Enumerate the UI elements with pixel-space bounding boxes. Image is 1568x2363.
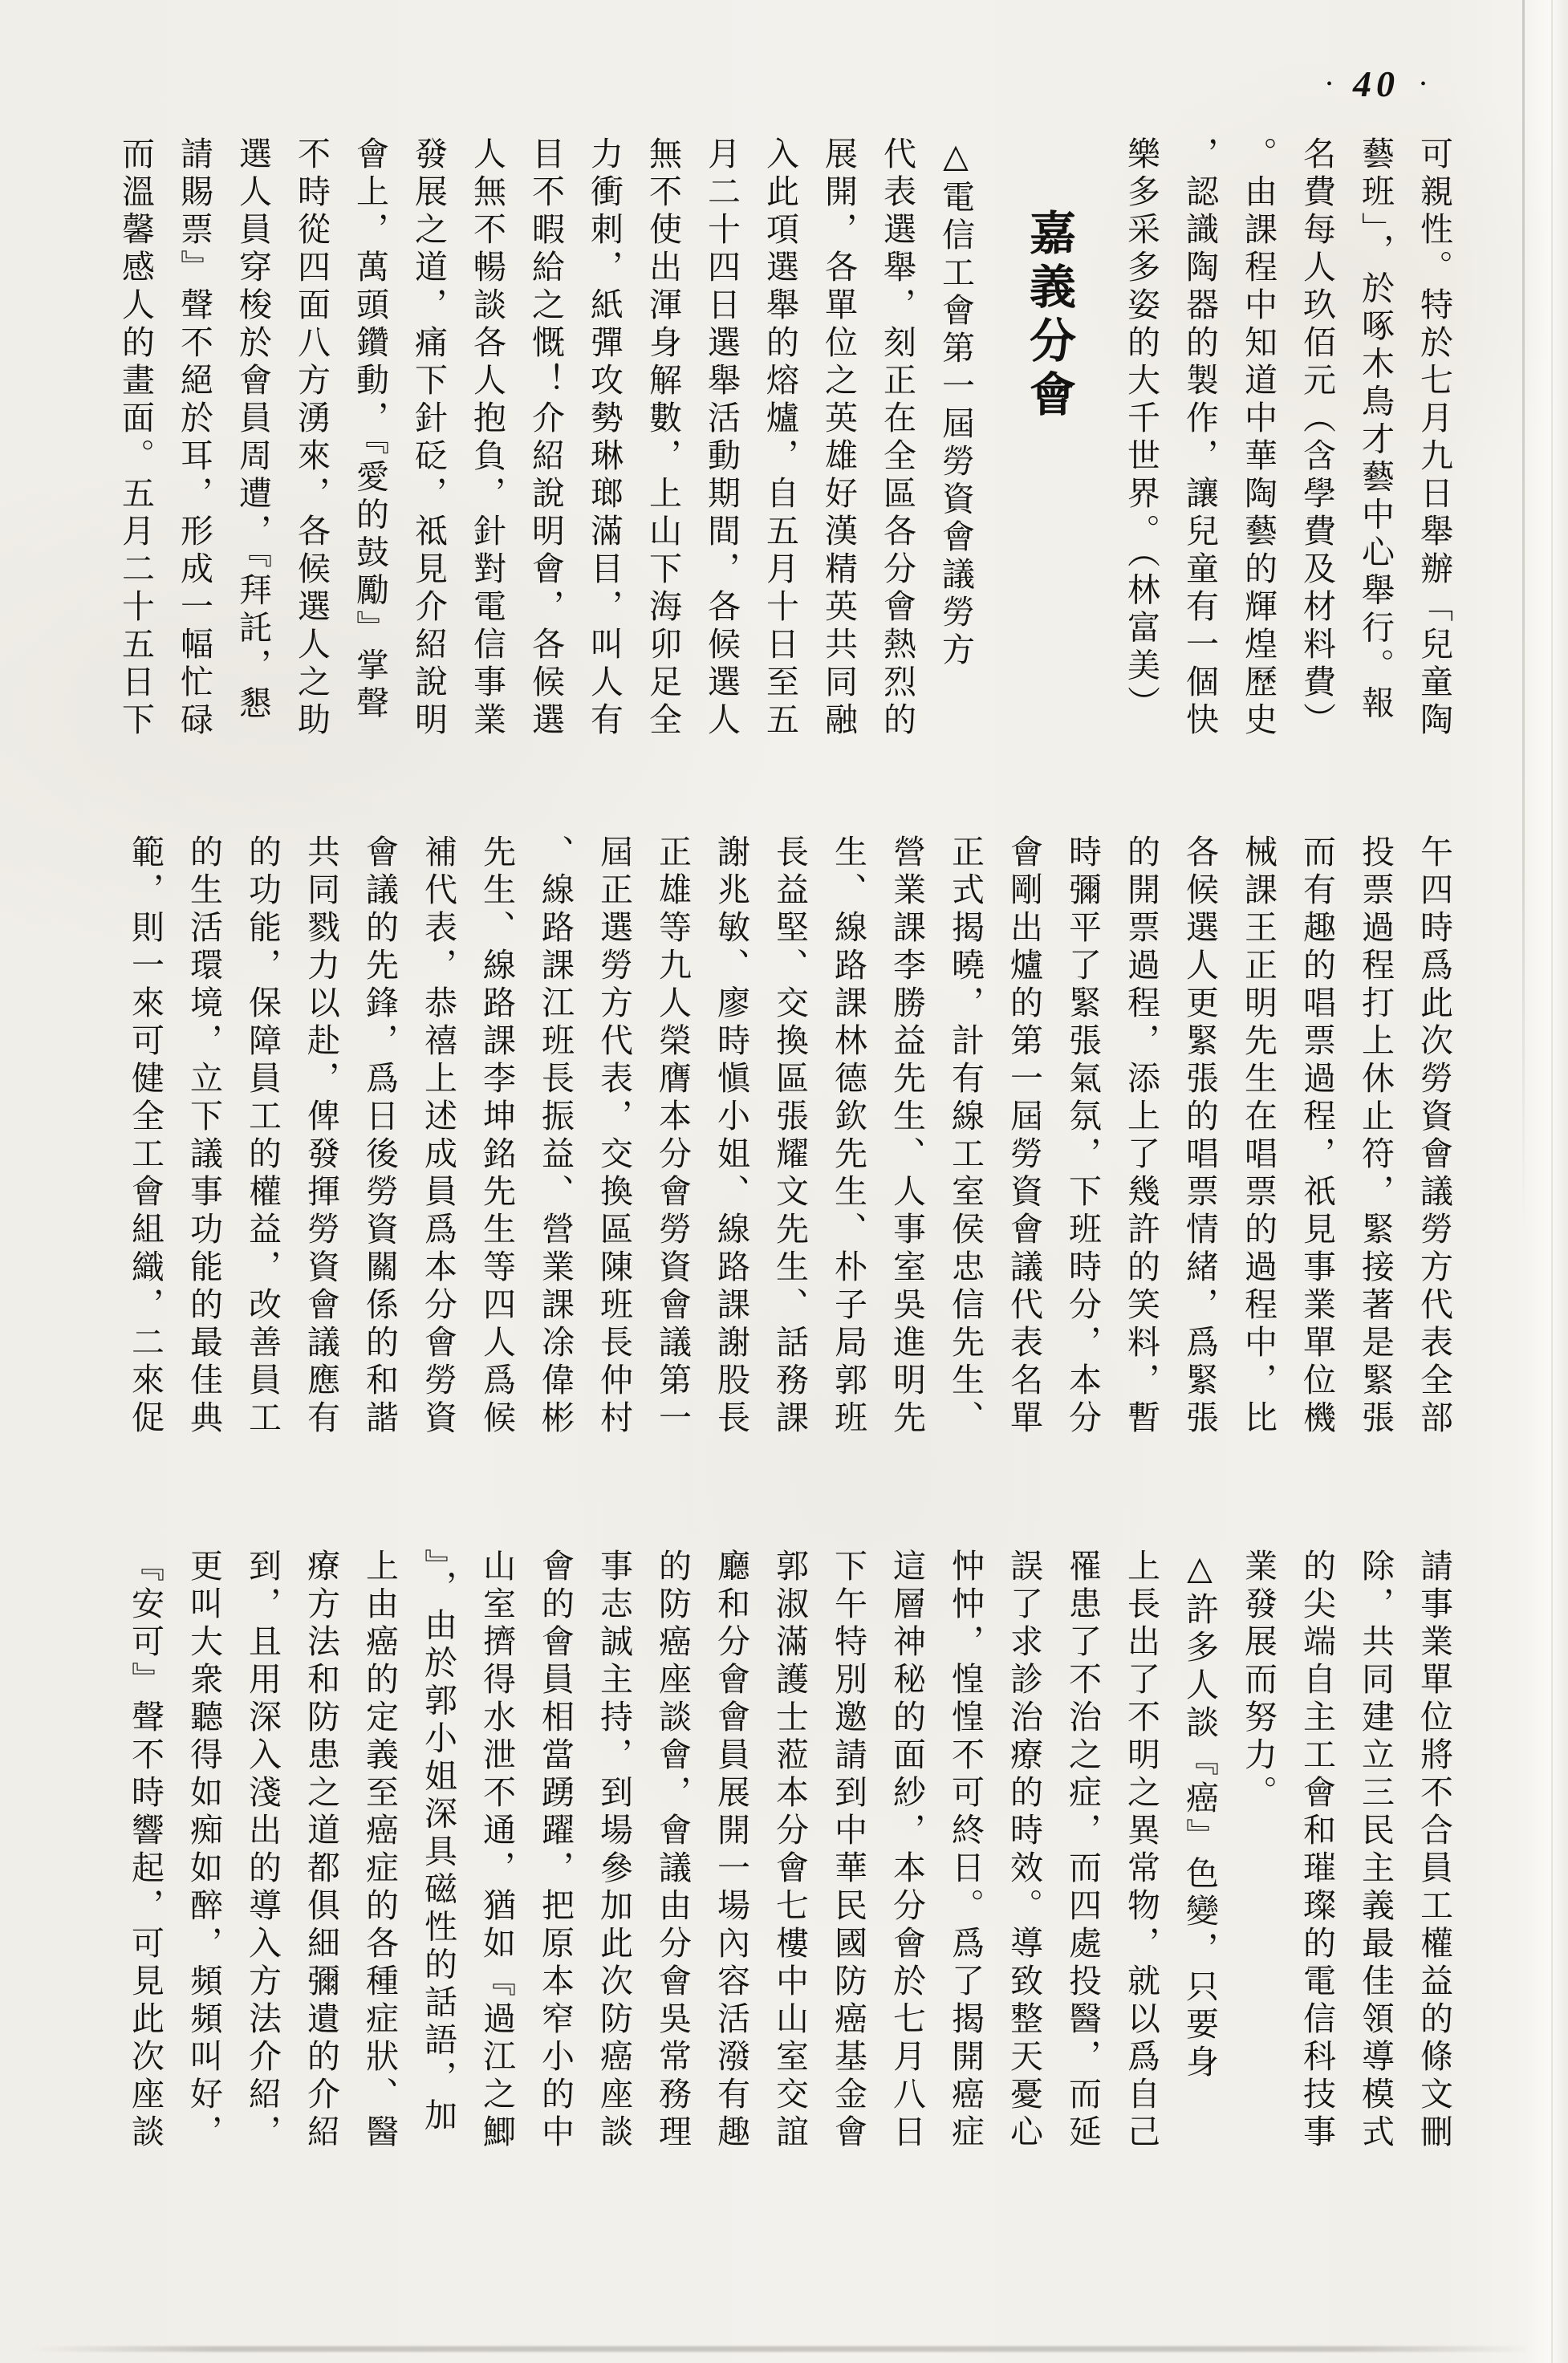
text-column: 、線路課江班長振益、營業課凃偉彬: [537, 834, 574, 1438]
text-column: 事志誠主持，到場參加此次防癌座談: [595, 1549, 632, 2152]
text-column: 補代表，恭禧上述成員爲本分會勞資: [420, 834, 457, 1438]
text-column: 上長出了不明之異常物，就以爲自己: [1123, 1549, 1160, 2152]
page-number-value: 40: [1353, 63, 1399, 104]
text-column: 展開，各單位之英雄好漢精英共同融: [820, 136, 857, 740]
text-column: 廳和分會會員展開一場內容活潑有趣: [713, 1549, 749, 2152]
text-column: 正式揭曉，計有線工室侯忠信先生、: [947, 834, 984, 1438]
text-column: 屆正選勞方代表，交換區陳班長仲村: [595, 834, 632, 1438]
text-column: 目不暇給之慨！介紹說明會，各候選: [527, 136, 564, 740]
text-column: 誤了求診治療的時效。導致整天憂心: [1005, 1549, 1042, 2152]
text-column: △許多人談『癌』色變，只要身: [1181, 1549, 1218, 2082]
text-column: 藝班」，於啄木鳥才藝中心舉行。報: [1357, 136, 1394, 724]
text-column: 正雄等九人榮膺本分會勞資會議第一: [654, 834, 691, 1438]
page-edge-line: [1551, 0, 1553, 2363]
scanner-bottom-shadow: [32, 2346, 1533, 2352]
text-column: 會上，萬頭鑽動，『愛的鼓勵』掌聲: [351, 136, 388, 724]
text-column: 的生活環境，立下議事功能的最佳典: [185, 834, 222, 1438]
text-column: 發展之道，痛下針砭，祗見介紹說明: [410, 136, 447, 740]
text-column: 請事業單位將不合員工權益的條文刪: [1416, 1549, 1452, 2152]
text-column: 樂多采多姿的大千世界。（林富美）: [1123, 136, 1160, 724]
text-column: 的功能，保障員工的權益，改善員工: [244, 834, 281, 1438]
text-column: 郭淑滿護士蒞本分會七樓中山室交誼: [771, 1549, 808, 2152]
band-2: [126, 834, 1452, 1438]
text-column: 人無不暢談各人抱負，針對電信事業: [469, 136, 506, 740]
text-column: 營業課李勝益先生、人事室吳進明先: [888, 834, 925, 1438]
text-column: 』，由於郭小姐深具磁性的話語，加: [420, 1549, 457, 2136]
text-column: 更叫大衆聽得如痴如醉，頻頻叫好，: [185, 1549, 222, 2152]
text-column: 先生、線路課李坤銘先生等四人爲候: [478, 834, 515, 1438]
page-fold-crease: [1522, 0, 1525, 1228]
text-column: 月二十四日選舉活動期間，各候選人: [703, 136, 740, 740]
text-column: 請賜票』聲不絕於耳，形成一幅忙碌: [176, 136, 213, 740]
text-column: 不時從四面八方湧來，各候選人之助: [293, 136, 330, 740]
page-number: [1308, 63, 1444, 104]
text-column: 午四時爲此次勞資會議勞方代表全部: [1416, 834, 1452, 1438]
text-column: 生、線路課林德欽先生、朴子局郭班: [830, 834, 867, 1438]
text-column: 除，共同建立三民主義最佳領導模式: [1357, 1549, 1394, 2152]
text-column: 投票過程打上休止符，緊接著是緊張: [1357, 834, 1394, 1438]
text-column: 罹患了不治之症，而四處投醫，而延: [1064, 1549, 1101, 2152]
text-column: 上由癌的定義至癌症的各種症狀、醫: [361, 1549, 398, 2152]
band-3: [126, 1549, 1452, 2152]
text-column: 的開票過程，添上了幾許的笑料，暫: [1123, 834, 1160, 1438]
text-column: 忡忡，惶惶不可終日。爲了揭開癌症: [947, 1549, 984, 2152]
text-column: 代表選舉，刻正在全區各分會熱烈的: [879, 136, 916, 740]
text-column: 無不使出渾身解數，上山下海卯足全: [644, 136, 681, 740]
text-column: 。由課程中知道中華陶藝的輝煌歷史: [1240, 136, 1277, 740]
text-column: 山室擠得水泄不通，猶如『過江之鯽: [478, 1549, 515, 2152]
text-column: ，認識陶器的製作，讓兒童有一個快: [1181, 136, 1218, 740]
text-column: △電信工會第一屆勞資會議勞方: [937, 136, 974, 670]
section-heading: 嘉義分會: [1022, 209, 1074, 424]
text-column: 範，則一來可健全工會組織，二來促: [127, 834, 164, 1438]
text-column: 入此項選舉的熔爐，自五月十日至五: [762, 136, 798, 740]
text-column: 選人員穿梭於會員周遭，『拜託，懇: [234, 136, 271, 724]
text-column: 時彌平了緊張氣氛，下班時分，本分: [1064, 834, 1101, 1438]
text-column: 『安可』聲不時響起，可見此次座談: [127, 1549, 164, 2152]
text-column: 各候選人更緊張的唱票情緒，爲緊張: [1181, 834, 1218, 1438]
text-column: 療方法和防患之道都俱細彌遺的介紹: [303, 1549, 339, 2152]
text-column: 名費每人玖佰元（含學費及材料費）: [1298, 136, 1335, 740]
text-column: 的防癌座談會，會議由分會吳常務理: [654, 1549, 691, 2152]
page-number-right-dot: •: [1420, 75, 1427, 93]
page-right-edge-shade: [1525, 0, 1568, 2363]
text-column: 會剛出爐的第一屆勞資會議代表名單: [1005, 834, 1042, 1438]
text-column: 會的會員相當踴躍，把原本窄小的中: [537, 1549, 574, 2152]
text-column: 到，且用深入淺出的導入方法介紹，: [244, 1549, 281, 2152]
text-column: 的尖端自主工會和璀璨的電信科技事: [1298, 1549, 1335, 2152]
text-column: 謝兆敏、廖時愼小姐、線路課謝股長: [713, 834, 749, 1438]
band-1: [116, 136, 1452, 740]
text-column: 械課王正明先生在唱票的過程中，比: [1240, 834, 1277, 1438]
text-column: 這層神秘的面紗，本分會於七月八日: [888, 1549, 925, 2152]
text-column: 會議的先鋒，爲日後勞資關係的和諧: [361, 834, 398, 1438]
text-column: 而有趣的唱票過程，祇見事業單位機: [1298, 834, 1335, 1438]
text-column: 可親性。特於七月九日舉辦「兒童陶: [1416, 136, 1452, 740]
text-column: 力衝刺，紙彈攻勢琳瑯滿目，叫人有: [586, 136, 623, 740]
text-column: 而溫馨感人的畫面。五月二十五日下: [117, 136, 154, 740]
text-column: 長益堅、交換區張耀文先生、話務課: [771, 834, 808, 1438]
text-column: 下午特別邀請到中華民國防癌基金會: [830, 1549, 867, 2152]
text-column: 共同戮力以赴，俾發揮勞資會議應有: [303, 834, 339, 1438]
page-number-left-dot: •: [1326, 75, 1332, 93]
text-column: 業發展而努力。: [1240, 1549, 1277, 1813]
